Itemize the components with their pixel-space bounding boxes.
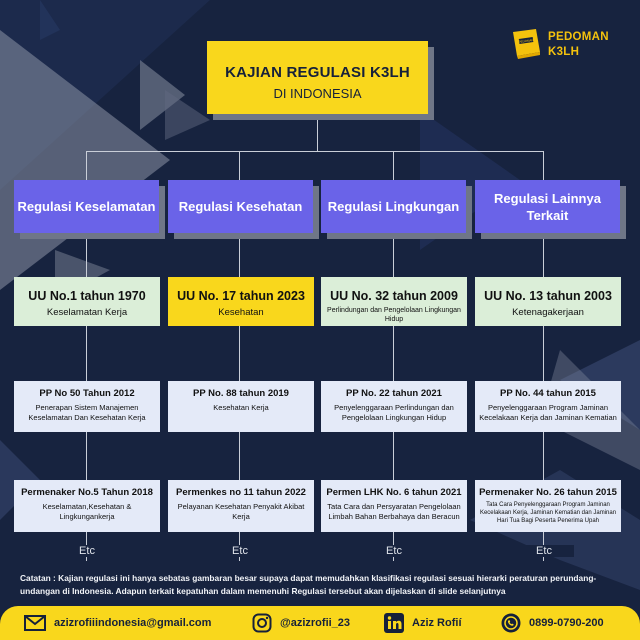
permen-box-lainnya — [475, 480, 621, 532]
etc-label-lingkungan: Etc — [364, 545, 424, 557]
connector-title — [317, 114, 318, 152]
etc-label-keselamatan: Etc — [57, 545, 117, 557]
pp-box-keselamatan — [14, 381, 160, 432]
page-title: KAJIAN REGULASI K3LH — [225, 64, 410, 81]
footer-linkedin[interactable] — [384, 606, 462, 640]
pp-title: PP No. 88 tahun 2019 — [193, 388, 289, 399]
uu-box-kesehatan — [168, 277, 314, 326]
pp-subtitle: Kesehatan Kerja — [213, 403, 269, 412]
etc-label-kesehatan: Etc — [210, 545, 270, 557]
page-subtitle: DI INDONESIA — [273, 86, 362, 101]
category-lainnya: Regulasi Lainnya Terkait — [475, 180, 620, 233]
permen-subtitle: Keselamatan,Kesehatan & Lingkungankerja — [42, 502, 132, 521]
pp-title: PP No. 44 tahun 2015 — [500, 388, 596, 399]
linkedin-icon — [384, 613, 404, 633]
uu-title: UU No. 32 tahun 2009 — [330, 289, 458, 303]
logo-line2: K3LH — [548, 46, 580, 58]
permen-title: Permenaker No. 26 tahun 2015 — [479, 487, 617, 498]
mail-icon — [24, 615, 46, 631]
uu-title: UU No. 17 tahun 2023 — [177, 289, 305, 303]
title-box — [207, 41, 428, 114]
footer-phone-text: 0899-0790-200 — [529, 617, 604, 629]
book-icon — [510, 28, 544, 62]
category-kesehatan: Regulasi Kesehatan — [168, 180, 313, 233]
permen-box-keselamatan — [14, 480, 160, 532]
instagram-icon — [252, 613, 272, 633]
uu-title: UU No.1 tahun 1970 — [28, 289, 146, 303]
permen-subtitle: Pelayanan Kesehatan Penyakit Akibat Kerja — [177, 502, 305, 521]
uu-box-lainnya — [475, 277, 621, 326]
uu-title: UU No. 13 tahun 2003 — [484, 289, 612, 303]
footer-instagram[interactable] — [252, 606, 350, 640]
footer-instagram-text: @azizrofii_23 — [280, 617, 351, 629]
permen-title: Permenaker No.5 Tahun 2018 — [21, 487, 153, 498]
book-label: PEDOMAN — [518, 37, 534, 45]
connector-horizontal — [86, 151, 544, 152]
pp-subtitle: Penyelenggaraan Program Jaminan Kecelakaan Kerja dan Jaminan Kematian — [479, 403, 617, 422]
footer-email[interactable] — [24, 606, 211, 640]
uu-box-lingkungan — [321, 277, 467, 326]
uu-subtitle: Kesehatan — [218, 307, 264, 318]
pp-box-kesehatan — [168, 381, 314, 432]
category-lingkungan: Regulasi Lingkungan — [321, 180, 466, 233]
note-text: Catatan : Kajian regulasi ini hanya sebatas gambaran besar supaya dapat memudahkan klasifikasi regulasi sesuai hierarki peraturan perundang-undangan di Indonesia. Adapun terkait kepatuhan dalam memenuhi Regulasi tersebut akan dijelaskan di slide selanjutnya — [20, 573, 597, 596]
uu-box-keselamatan — [14, 277, 160, 326]
footer-email-text: azizrofiiindonesia@gmail.com — [54, 617, 212, 629]
etc-label-lainnya: Etc — [514, 545, 574, 557]
permen-box-kesehatan — [168, 480, 314, 532]
logo-line1: PEDOMAN — [548, 31, 609, 43]
pp-box-lingkungan — [321, 381, 467, 432]
permen-title: Permen LHK No. 6 tahun 2021 — [326, 487, 462, 498]
pp-title: PP No. 22 tahun 2021 — [346, 388, 442, 399]
footer-bar — [0, 606, 640, 640]
permen-subtitle: Tata Cara dan Persyaratan Pengelolaan Limbah Bahan Berbahaya dan Beracun — [327, 502, 461, 521]
whatsapp-icon — [501, 613, 521, 633]
footer-phone[interactable] — [501, 606, 604, 640]
uu-subtitle: Keselamatan Kerja — [46, 307, 128, 318]
pp-box-lainnya — [475, 381, 621, 432]
permen-title: Permenkes no 11 tahun 2022 — [176, 487, 306, 498]
uu-subtitle: Ketenagakerjaan — [512, 307, 584, 318]
pp-title: PP No 50 Tahun 2012 — [39, 388, 135, 399]
pp-subtitle: Penerapan Sistem Manajemen Keselamatan Dan Kesehatan Kerja — [28, 403, 146, 422]
category-keselamatan: Regulasi Keselamatan — [14, 180, 159, 233]
footer-linkedin-text: Aziz Rofií — [412, 617, 462, 629]
permen-box-lingkungan — [321, 480, 467, 532]
permen-subtitle: Tata Cara Penyelenggaraan Program Jaminan Kecelakaan Kerja, Jaminan Kematian dan Jaminan Hari Tua Bagi Peserta Penerima Upah — [479, 502, 617, 524]
logo-text — [548, 30, 609, 60]
pp-subtitle: Penyelenggaraan Perlindungan dan Pengelolaan Lingkungan Hidup — [334, 403, 454, 422]
uu-subtitle: Perlindungan dan Pengelolaan Lingkungan Hidup — [327, 307, 461, 323]
